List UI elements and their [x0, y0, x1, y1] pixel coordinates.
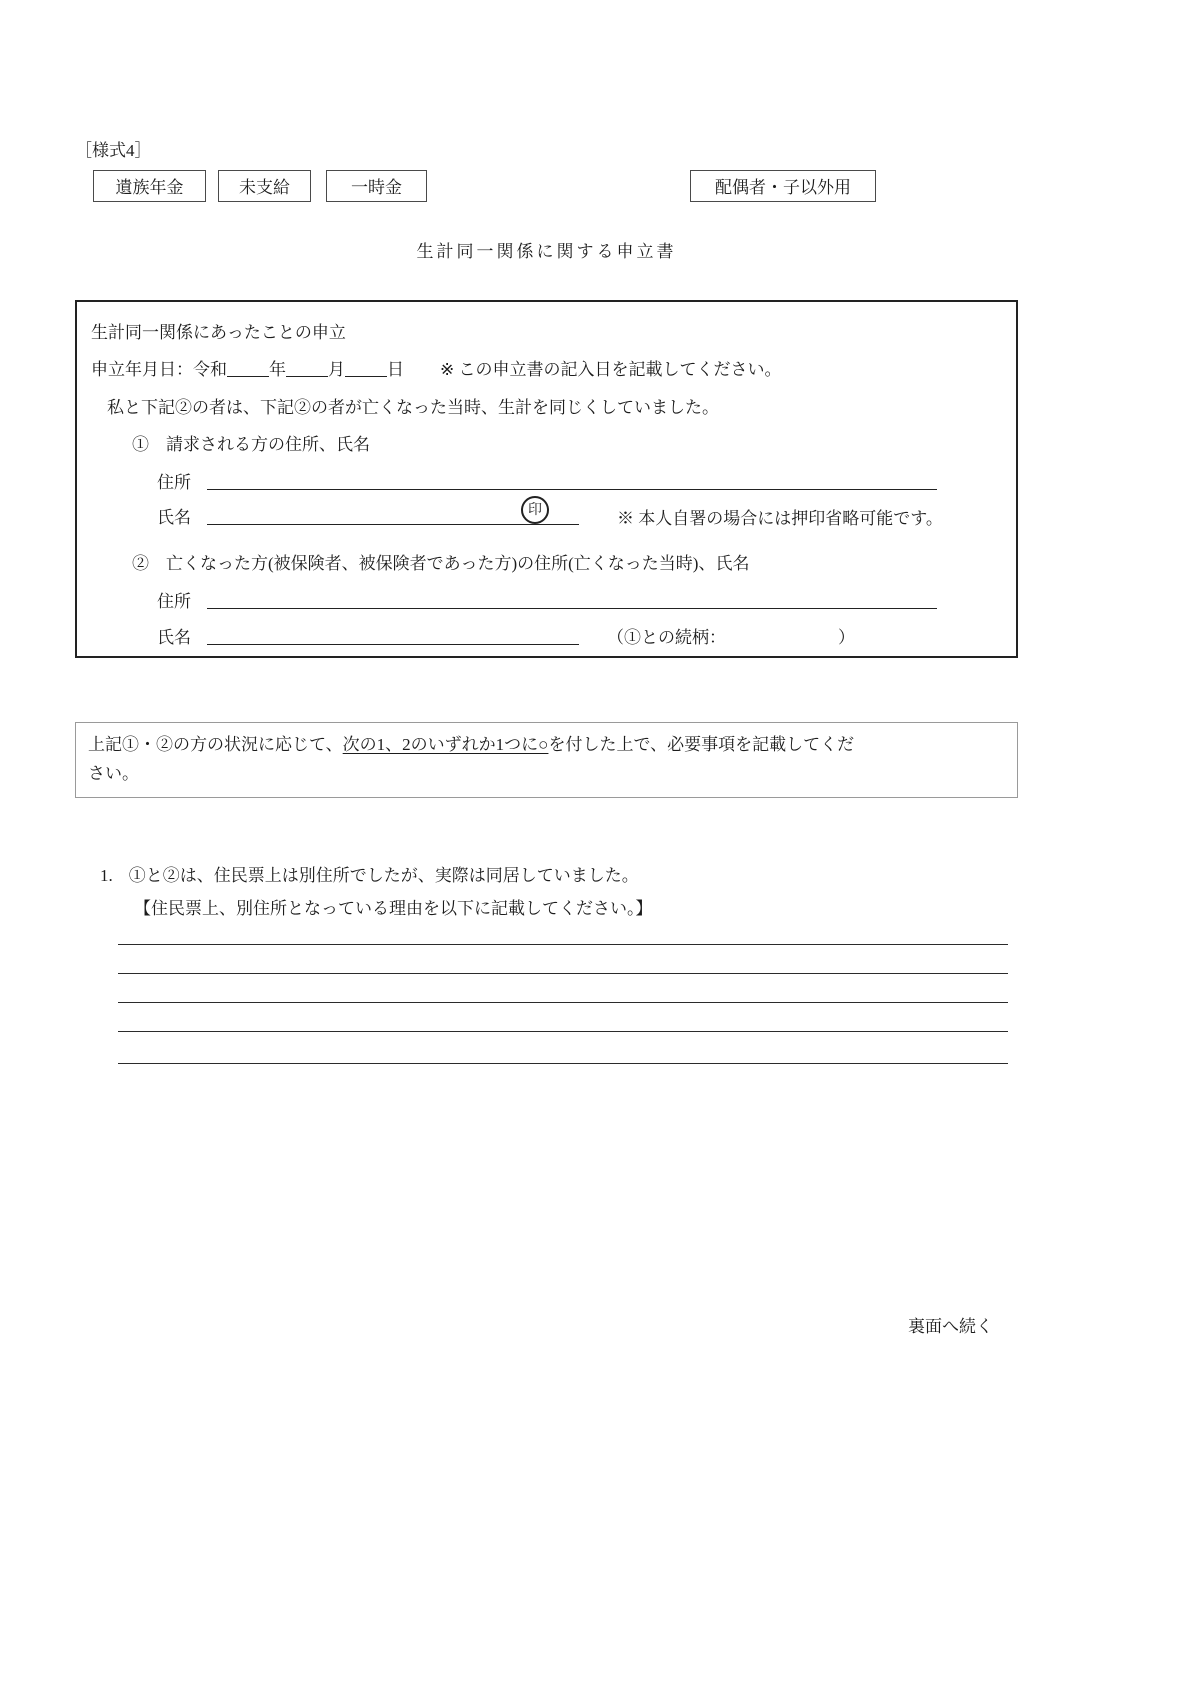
option1-bracket-note: 【住民票上、別住所となっている理由を以下に記載してください。】: [134, 899, 653, 918]
option1-text: ①と②は、住民票上は別住所でしたが、実際は同居していました。: [128, 866, 639, 885]
relation-row: [607, 623, 855, 648]
date-year-suffix: 年: [269, 360, 286, 379]
date-year-field[interactable]: [227, 359, 269, 377]
option1-number[interactable]: 1.: [100, 866, 113, 885]
seal-note: ※ 本人自署の場合には押印省略可能です。: [617, 509, 943, 528]
footer-continue-note: 裏面へ続く: [908, 1317, 993, 1336]
address1-label: 住所: [157, 473, 191, 492]
instruction-before: 上記①・②の方の状況に応じて、: [88, 735, 343, 754]
name1-label: 氏名: [157, 508, 191, 527]
declaration-statement: 私と下記②の者は、下記②の者が亡くなった当時、生計を同じくしていました。: [107, 398, 719, 417]
tag-survivor-pension: 遺族年金: [93, 170, 206, 202]
item1-title: ① 請求される方の住所、氏名: [132, 435, 370, 454]
date-day-suffix: 日: [387, 360, 404, 379]
form-number-label: ［様式4］: [75, 141, 152, 160]
declaration-box: [75, 300, 1018, 658]
date-month-suffix: 月: [328, 360, 345, 379]
date-note: ※ この申立書の記入日を記載してください。: [440, 360, 782, 379]
instruction-underlined: 次の1、2のいずれか1つに○: [342, 735, 549, 754]
address1-field[interactable]: [207, 467, 937, 490]
reason-line-3[interactable]: [118, 1002, 1008, 1003]
instruction-box: [75, 722, 1018, 798]
instruction-after: を付した上で、必要事項を記載してくだ: [548, 735, 855, 754]
seal-icon: 印: [521, 496, 549, 524]
instruction-line1: [88, 731, 1005, 760]
address2-field[interactable]: [207, 586, 937, 609]
reason-line-5[interactable]: [118, 1063, 1008, 1064]
address2-label: 住所: [157, 592, 191, 611]
declaration-heading: 生計同一関係にあったことの申立: [91, 323, 346, 342]
date-day-field[interactable]: [345, 359, 387, 377]
date-prefix: 申立年月日：令和: [91, 360, 227, 379]
reason-line-2[interactable]: [118, 973, 1008, 974]
date-row: [91, 355, 782, 380]
relation-suffix: ）: [838, 628, 855, 647]
reason-line-1[interactable]: [118, 944, 1008, 945]
item2-title: ② 亡くなった方(被保険者、被保険者であった方)の住所(亡くなった当時)、氏名: [132, 554, 750, 573]
tag-lump-sum: 一時金: [326, 170, 427, 202]
tag-non-spouse-child: 配偶者・子以外用: [690, 170, 876, 202]
page-title: 生計同一関係に関する申立書: [416, 242, 677, 261]
name2-label: 氏名: [157, 628, 191, 647]
relation-prefix: （①との続柄：: [607, 628, 726, 647]
reason-line-4[interactable]: [118, 1031, 1008, 1032]
option1-row: [100, 861, 639, 886]
tag-unpaid: 未支給: [218, 170, 311, 202]
instruction-line2: さい。: [88, 763, 139, 783]
date-month-field[interactable]: [286, 359, 328, 377]
name2-field[interactable]: [207, 622, 579, 645]
